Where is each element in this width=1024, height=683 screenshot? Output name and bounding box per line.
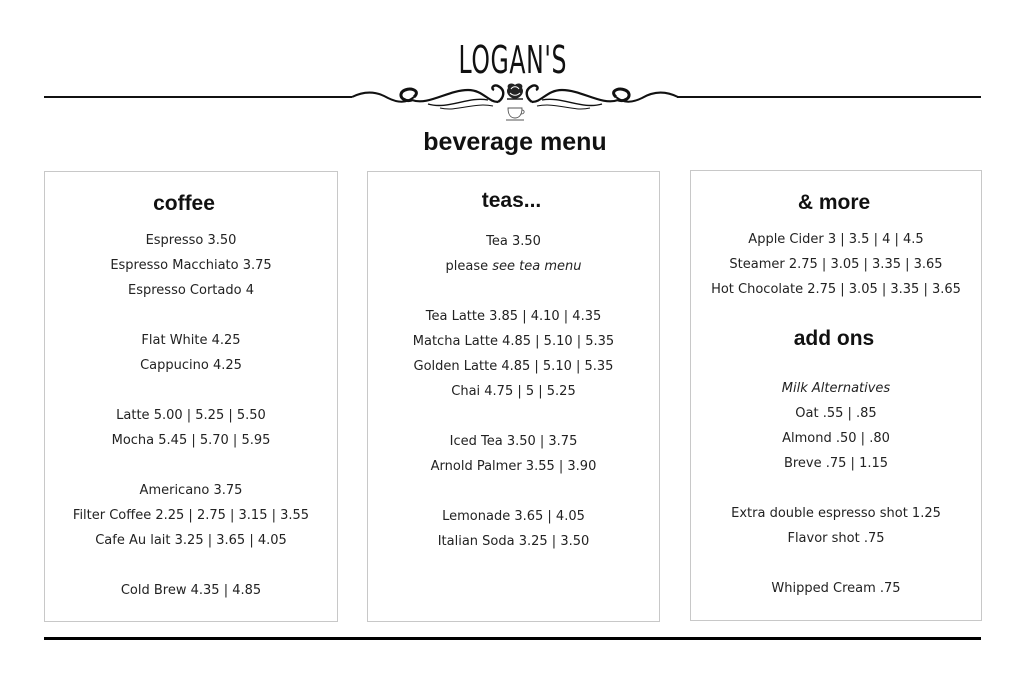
list-spacer	[368, 479, 659, 504]
list-item: Arnold Palmer 3.55 | 3.90	[430, 459, 597, 474]
more-item-list	[691, 227, 981, 302]
list-item: Steamer 2.75 | 3.05 | 3.35 | 3.65	[729, 257, 943, 272]
list-spacer	[45, 378, 337, 403]
list-item: Breve .75 | 1.15	[783, 456, 889, 471]
list-item: Iced Tea 3.50 | 3.75	[449, 434, 578, 449]
list-spacer	[691, 476, 981, 501]
list-spacer	[45, 303, 337, 328]
list-item: Cappucino 4.25	[140, 358, 242, 373]
list-item: Espresso Macchiato 3.75	[110, 258, 272, 273]
logo: LOGAN'S	[458, 38, 568, 82]
list-item: Latte 5.00 | 5.25 | 5.50	[116, 408, 266, 423]
list-item: Mocha 5.45 | 5.70 | 5.95	[111, 433, 271, 448]
list-item: Cafe Au lait 3.25 | 3.65 | 4.05	[95, 533, 287, 548]
list-item: Espresso 3.50	[145, 233, 237, 248]
header-rule-left	[44, 96, 352, 98]
milk-alternatives-subheading: Milk Alternatives	[781, 381, 891, 396]
list-item: Matcha Latte 4.85 | 5.10 | 5.35	[412, 334, 615, 349]
list-item: Lemonade 3.65 | 4.05	[442, 509, 585, 524]
section-title-more: & more	[797, 191, 871, 214]
list-item: Golden Latte 4.85 | 5.10 | 5.35	[413, 359, 614, 374]
coffee-panel	[44, 171, 338, 622]
list-item: Flavor shot .75	[787, 531, 885, 546]
list-item: Almond .50 | .80	[782, 431, 890, 446]
section-title-addons: add ons	[793, 327, 875, 350]
more-panel	[690, 170, 982, 621]
list-spacer	[368, 279, 659, 304]
addons-item-list	[691, 376, 981, 601]
list-spacer	[368, 404, 659, 429]
list-item: Apple Cider 3 | 3.5 | 4 | 4.5	[748, 232, 924, 247]
list-item: Cold Brew 4.35 | 4.85	[120, 583, 262, 598]
note-prefix: please	[445, 259, 493, 274]
section-title-teas: teas...	[481, 189, 542, 212]
list-item: Americano 3.75	[139, 483, 243, 498]
header-rule-right	[677, 96, 981, 98]
list-item: Whipped Cream .75	[771, 581, 901, 596]
coffee-item-list	[45, 228, 337, 603]
list-item: Hot Chocolate 2.75 | 3.05 | 3.35 | 3.65	[711, 282, 961, 297]
list-item: Filter Coffee 2.25 | 2.75 | 3.15 | 3.55	[72, 508, 310, 523]
list-spacer	[691, 551, 981, 576]
list-item: Italian Soda 3.25 | 3.50	[437, 534, 590, 549]
list-item: Tea 3.50	[486, 234, 541, 249]
list-item: Tea Latte 3.85 | 4.10 | 4.35	[425, 309, 602, 324]
list-spacer	[45, 453, 337, 478]
flourish-with-rose-cup-icon	[348, 80, 682, 125]
section-title-coffee: coffee	[153, 192, 215, 215]
list-item: Flat White 4.25	[141, 333, 241, 348]
list-item: Chai 4.75 | 5 | 5.25	[451, 384, 576, 399]
note-italic: see tea menu	[492, 259, 582, 274]
list-item: Espresso Cortado 4	[128, 283, 254, 298]
teas-item-list	[368, 229, 659, 554]
tea-menu-note	[368, 254, 659, 279]
list-item: Oat .55 | .85	[795, 406, 877, 421]
list-spacer	[45, 553, 337, 578]
page-title: beverage menu	[423, 128, 607, 156]
footer-rule	[44, 637, 981, 640]
list-item: Extra double espresso shot 1.25	[731, 506, 941, 521]
teas-panel	[367, 171, 660, 622]
